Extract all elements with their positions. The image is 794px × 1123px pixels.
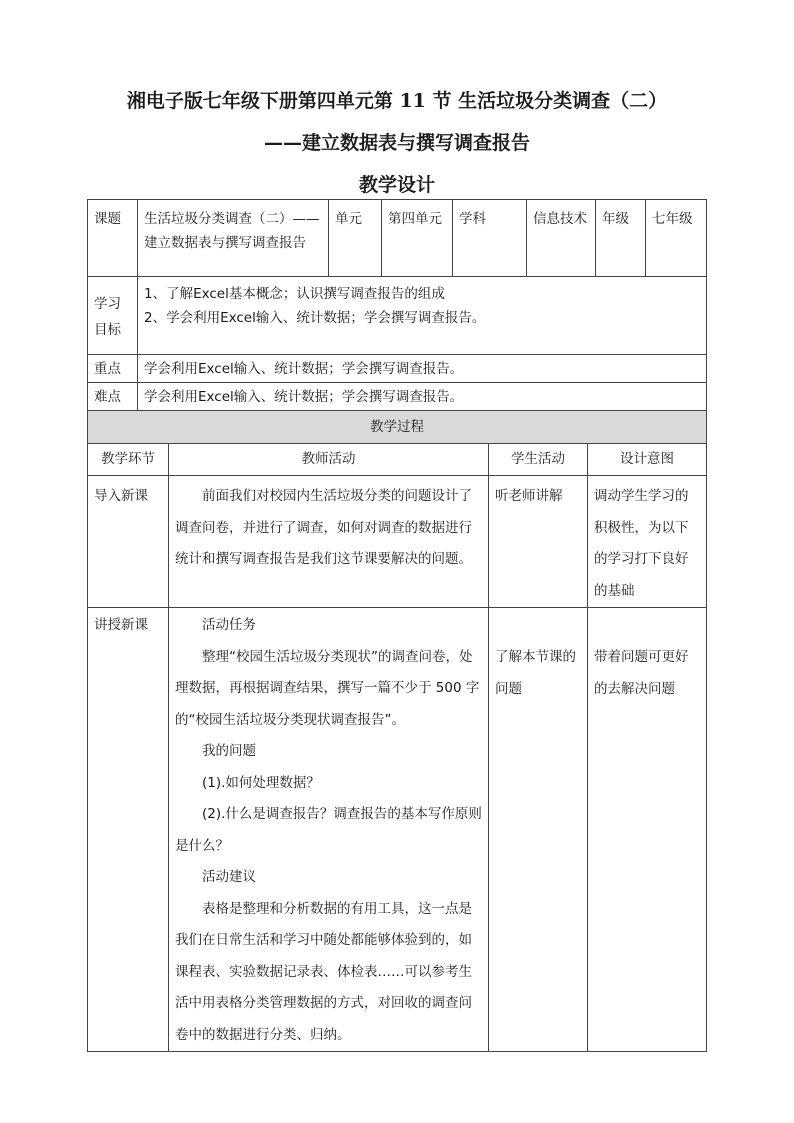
document-heading: 教学设计 (358, 174, 435, 196)
grade-value: 七年级 (646, 200, 707, 277)
student-cell: 听老师讲解 (489, 476, 588, 608)
unit-label: 单元 (329, 200, 382, 277)
topic-row (88, 200, 707, 277)
info-table (87, 199, 707, 411)
intent-cell: 调动学生学习的积极性，为以下的学习打下良好的基础 (588, 476, 707, 608)
teacher-paragraph: 活动任务 (202, 617, 256, 633)
grade-label: 年级 (596, 200, 646, 277)
process-header: 教学过程 (88, 411, 707, 444)
teacher-paragraph: 活动建议 (202, 869, 256, 885)
subject-value: 信息技术 (527, 200, 596, 277)
intent-cell: 带着问题可更好的去解决问题 (588, 608, 707, 1052)
table-row (88, 476, 707, 608)
column-header: 教学环节 (88, 444, 169, 476)
goal-item: 1、了解Excel基本概念；认识撰写调查报告的组成 (144, 286, 445, 302)
process-table (87, 410, 707, 1052)
column-header-row (88, 444, 707, 476)
goals-value (138, 277, 707, 355)
unit-value: 第四单元 (382, 200, 453, 277)
column-header: 教师活动 (169, 444, 489, 476)
teacher-cell (169, 476, 489, 608)
teacher-paragraph: (1).如何处理数据？ (202, 774, 320, 791)
difficult-value: 学会利用Excel输入、统计数据；学会撰写调查报告。 (138, 383, 707, 411)
stage-cell: 导入新课 (88, 476, 169, 608)
teacher-paragraph: 整理“校园生活垃圾分类现状”的调查问卷，处理数据，再根据调查结果，撰写一篇不少于 500 字的“校园生活垃圾分类现状调查报告”。 (175, 648, 480, 728)
key-row (88, 355, 707, 383)
key-label: 重点 (88, 355, 138, 383)
goals-row (88, 277, 707, 355)
teacher-paragraph: 我的问题 (202, 743, 256, 759)
document-title: 湘电子版七年级下册第四单元第 11 节 生活垃圾分类调查（二） (126, 90, 668, 112)
column-header: 设计意图 (588, 444, 707, 476)
goals-label: 学习目标 (88, 277, 138, 355)
document-subtitle: ——建立数据表与撰写调查报告 (263, 132, 530, 154)
stage-cell: 讲授新课 (88, 608, 169, 1052)
goal-item: 2、学会利用Excel输入、统计数据；学会撰写调查报告。 (144, 310, 486, 326)
teacher-paragraph: (2).什么是调查报告？调查报告的基本写作原则是什么？ (175, 806, 482, 854)
student-cell: 了解本节课的问题 (489, 608, 588, 1052)
key-value: 学会利用Excel输入、统计数据；学会撰写调查报告。 (138, 355, 707, 383)
teacher-paragraph: 表格是整理和分析数据的有用工具，这一点是我们在日常生活和学习中随处都能够体验到的，如课程表、实验数据记录表、体检表……可以参考生活中用表格分类管理数据的方式，对回收的调查问卷中的数据进行分类、归纳。 (175, 900, 472, 1043)
column-header: 学生活动 (489, 444, 588, 476)
difficult-label: 难点 (88, 383, 138, 411)
topic-label: 课题 (88, 200, 138, 277)
topic-value: 生活垃圾分类调查（二）——建立数据表与撰写调查报告 (138, 200, 329, 277)
process-header-row (88, 411, 707, 444)
difficult-row (88, 383, 707, 411)
teacher-paragraph: 前面我们对校园内生活垃圾分类的问题设计了调查问卷，并进行了调查，如何对调查的数据进行统计和撰写调查报告是我们这节课要解决的问题。 (175, 488, 472, 567)
table-row (88, 608, 707, 1052)
teacher-cell (169, 608, 489, 1052)
subject-label: 学科 (453, 200, 527, 277)
